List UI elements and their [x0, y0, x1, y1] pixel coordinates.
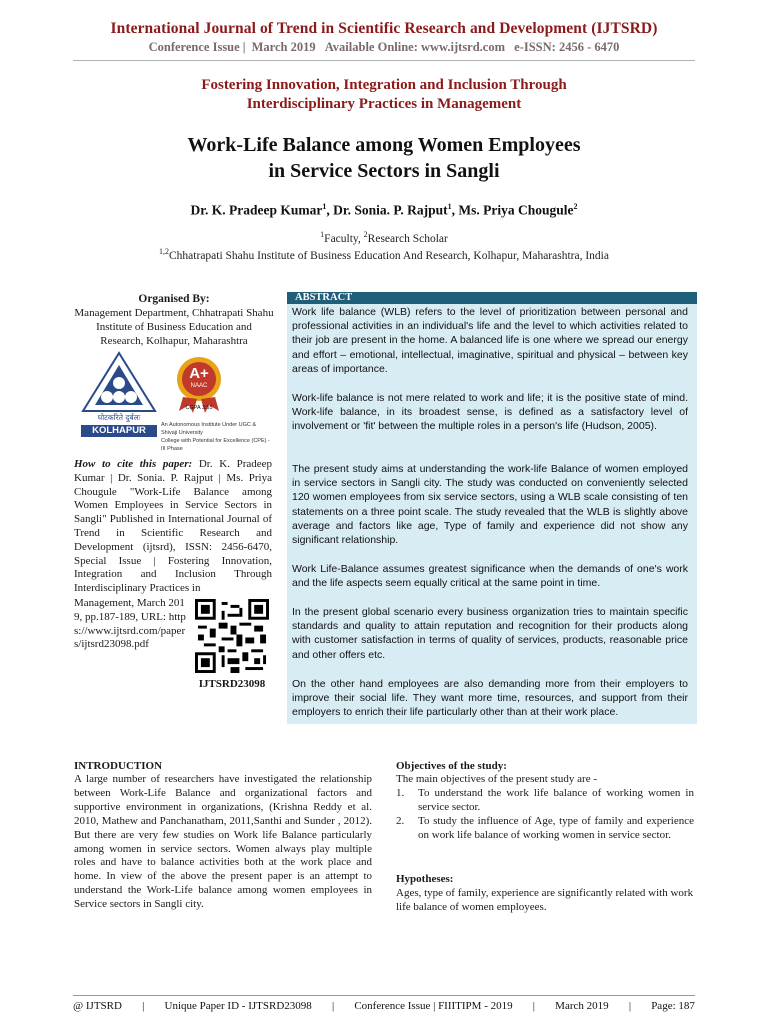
- logo-kolhapur: KOLHAPUR: [92, 425, 146, 436]
- institute-logos: [79, 349, 270, 452]
- cite-body: Dr. K. Pradeep Kumar | Dr. Sonia. P. Rajput | Ms. Priya Chougule "Work-Life Balance among Women Employees in Service Sectors in Sangli" Published in International Journal of Trend in Scientific Research and Development (ijtsrd), ISSN: 2456-6470, Special Issue | Fostering Innovation, Integration and Inclusion Through Interdisciplinary Practices in: [74, 458, 273, 595]
- theme-line-1: Fostering Innovation, Integration and Inclusion Through: [201, 77, 567, 93]
- issue-date: March 2019: [251, 40, 316, 54]
- abstract-heading: ABSTRACT: [287, 292, 697, 304]
- objective-text: To understand the work life balance of working women in service sector.: [418, 787, 694, 813]
- footer-month: March 2019: [555, 1000, 609, 1012]
- abstract-paragraph-6: On the other hand employees are also demanding more from their employers to improve their social life. They want more time, resources, and support from their employers to enrich their life particularly other than at their work place.: [292, 678, 688, 719]
- paper-title: [0, 132, 768, 184]
- abstract-paragraph-5: In the present global scenario every business organization tries to maintain specific standards and quality to attain reputation and recognition for their products along with customer satisfaction in terms of quality of services, products, reasonable price and other offers etc.: [292, 606, 688, 661]
- role-faculty: Faculty,: [324, 232, 361, 245]
- conference-issue: Conference Issue: [148, 40, 240, 54]
- paper-code: IJTSRD23098: [198, 678, 266, 690]
- abstract-paragraph-4: Work Life-Balance assumes greatest significance when the demands of one's work and the life aspects seem equally critical at the same point in time.: [292, 563, 688, 590]
- badge-cgpa: CGPA 3.55: [185, 405, 213, 411]
- objective-number: 2.: [396, 814, 405, 827]
- footer-brand: @ IJTSRD: [73, 1000, 122, 1012]
- organised-by-heading: Organised By:: [138, 293, 210, 305]
- role-scholar: Research Scholar: [367, 232, 448, 245]
- page-footer: [73, 1000, 695, 1012]
- footer-sep: |: [628, 1000, 632, 1012]
- theme-line-2: Interdisciplinary Practices in Management: [246, 96, 522, 112]
- affiliation-roles: $^1$Faculty, $^2$Research Scholar: [320, 230, 448, 245]
- organiser-text: Management Department, Chhatrapati Shahu Institute of Business Education and Research, Kolhapur, Maharashtra: [74, 307, 274, 347]
- footer-sep: |: [142, 1000, 145, 1012]
- introduction-text: A large number of researchers have investigated the relationship between Work-Life Balance and organizational factors and supportive environment in organizations, (Krishna Reddy et al. 2010, Mathew and Panchanatham, 2011,Santhi and Sunder , 2012). But there are very few studies on Work life Balance particularly among women in service sectors. Women always play multiple roles and have to balance activities both at the work place and home. In view of the above the present paper is an attempt to understand the Work-Life balance among women employees in Service sectors in Sangli city.: [74, 773, 372, 911]
- authors: Dr. K. Pradeep Kumar$^1$, Dr. Sonia. P. Rajput$^1$, Ms. Priya Chougule$^2$: [190, 202, 578, 218]
- how-to-cite: [74, 458, 272, 596]
- journal-subheader: Conference Issue | March 2019 Available Online: www.ijtsrd.com e-ISSN: 2456 - 6470: [148, 40, 620, 54]
- title-line-1: Work-Life Balance among Women Employees: [187, 134, 581, 156]
- hypotheses-text: Ages, type of family, experience are significantly related with work life balance of women employees.: [396, 887, 694, 913]
- badge-grade: A+: [189, 365, 209, 382]
- footer-page: Page: 187: [651, 1000, 695, 1012]
- list-item: [396, 815, 694, 843]
- logo-caption-2: College with Potential for Excellence (CPE) - III Phase: [161, 438, 270, 452]
- affiliation-institute: $^{1,2}$Chhatrapati Shahu Institute of Business Education And Research, Kolhapur, Maharashtra, India: [159, 247, 609, 262]
- objectives-heading: Objectives of the study:: [396, 760, 507, 772]
- journal-title: International Journal of Trend in Scientific Research and Development (IJTSRD): [110, 20, 658, 37]
- footer-paper-id: Unique Paper ID - IJTSRD23098: [164, 1000, 312, 1012]
- eissn: e-ISSN: 2456 - 6470: [514, 40, 620, 54]
- cite-label: How to cite this paper:: [74, 458, 193, 470]
- list-item: [396, 787, 694, 815]
- logo-caption-1: An Autonomous Institute Under UGC & Shivaji University: [161, 422, 257, 436]
- header-divider: [73, 60, 695, 61]
- objective-number: 1.: [396, 787, 405, 799]
- abstract-paragraph-1: Work life balance (WLB) refers to the level of prioritization between personal and professional activities in an individual's life and the level to which activities related to their job are present in the home. A balanced life is one where we spread our energy and effort – emotional, intellectual, imaginative, spiritual and physical – between key areas of importance.: [292, 306, 688, 375]
- badge-naac: NAAC: [190, 383, 208, 389]
- cite-tail[interactable]: Management, March 2019, pp.187-189, URL: https://www.ijtsrd.com/papers/ijtsrd23098.pdf: [74, 597, 186, 651]
- available-online[interactable]: Available Online: www.ijtsrd.com: [324, 40, 506, 54]
- footer-sep: |: [331, 1000, 335, 1012]
- hypotheses-heading: Hypotheses:: [396, 873, 454, 885]
- qr-code-icon[interactable]: [195, 599, 269, 673]
- footer-sep: |: [532, 1000, 535, 1012]
- abstract-paragraph-3: The present study aims at understanding the work-life Balance of women employed in service sectors in Sangli city. The study was conducted on conveniently selected 120 women employees from six service sectors, using a WLB scale consisting of ten statements on a three point scale. The study revealed that the WLB is slightly above average and factors like age, Type of family and experience did not show any significant relationship.: [292, 463, 688, 547]
- introduction-heading: INTRODUCTION: [74, 760, 163, 772]
- author-1: Dr. K. Pradeep Kumar: [190, 202, 323, 218]
- abstract-paragraph-2: Work-life balance is not mere related to work and life; it is the positive state of mind. Work-life balance, in its broadest sense, is defined as a satisfactory level of involvement or 'fit' between the multiple roles in a person's life (Hudson, 2005).: [292, 392, 688, 433]
- conference-theme: [0, 76, 768, 114]
- institute-name: Chhatrapati Shahu Institute of Business Education And Research, Kolhapur, Maharashtra, India: [169, 249, 609, 262]
- objective-text: To study the influence of Age, type of family and experience on work life balance of working women in service sector.: [418, 814, 694, 841]
- author-3: Ms. Priya Chougule: [458, 202, 574, 218]
- title-line-2: in Service Sectors in Sangli: [268, 160, 500, 182]
- logo-devanagari: घोटकरिते दुर्बलः: [97, 413, 141, 422]
- objectives-list: [396, 787, 694, 843]
- footer-divider: [73, 995, 695, 996]
- footer-issue: Conference Issue | FIIITIPM - 2019: [354, 1000, 513, 1012]
- objectives-intro: The main objectives of the present study are -: [396, 773, 597, 785]
- logo-caption: [161, 421, 271, 453]
- author-2: Dr. Sonia. P. Rajput: [333, 202, 448, 218]
